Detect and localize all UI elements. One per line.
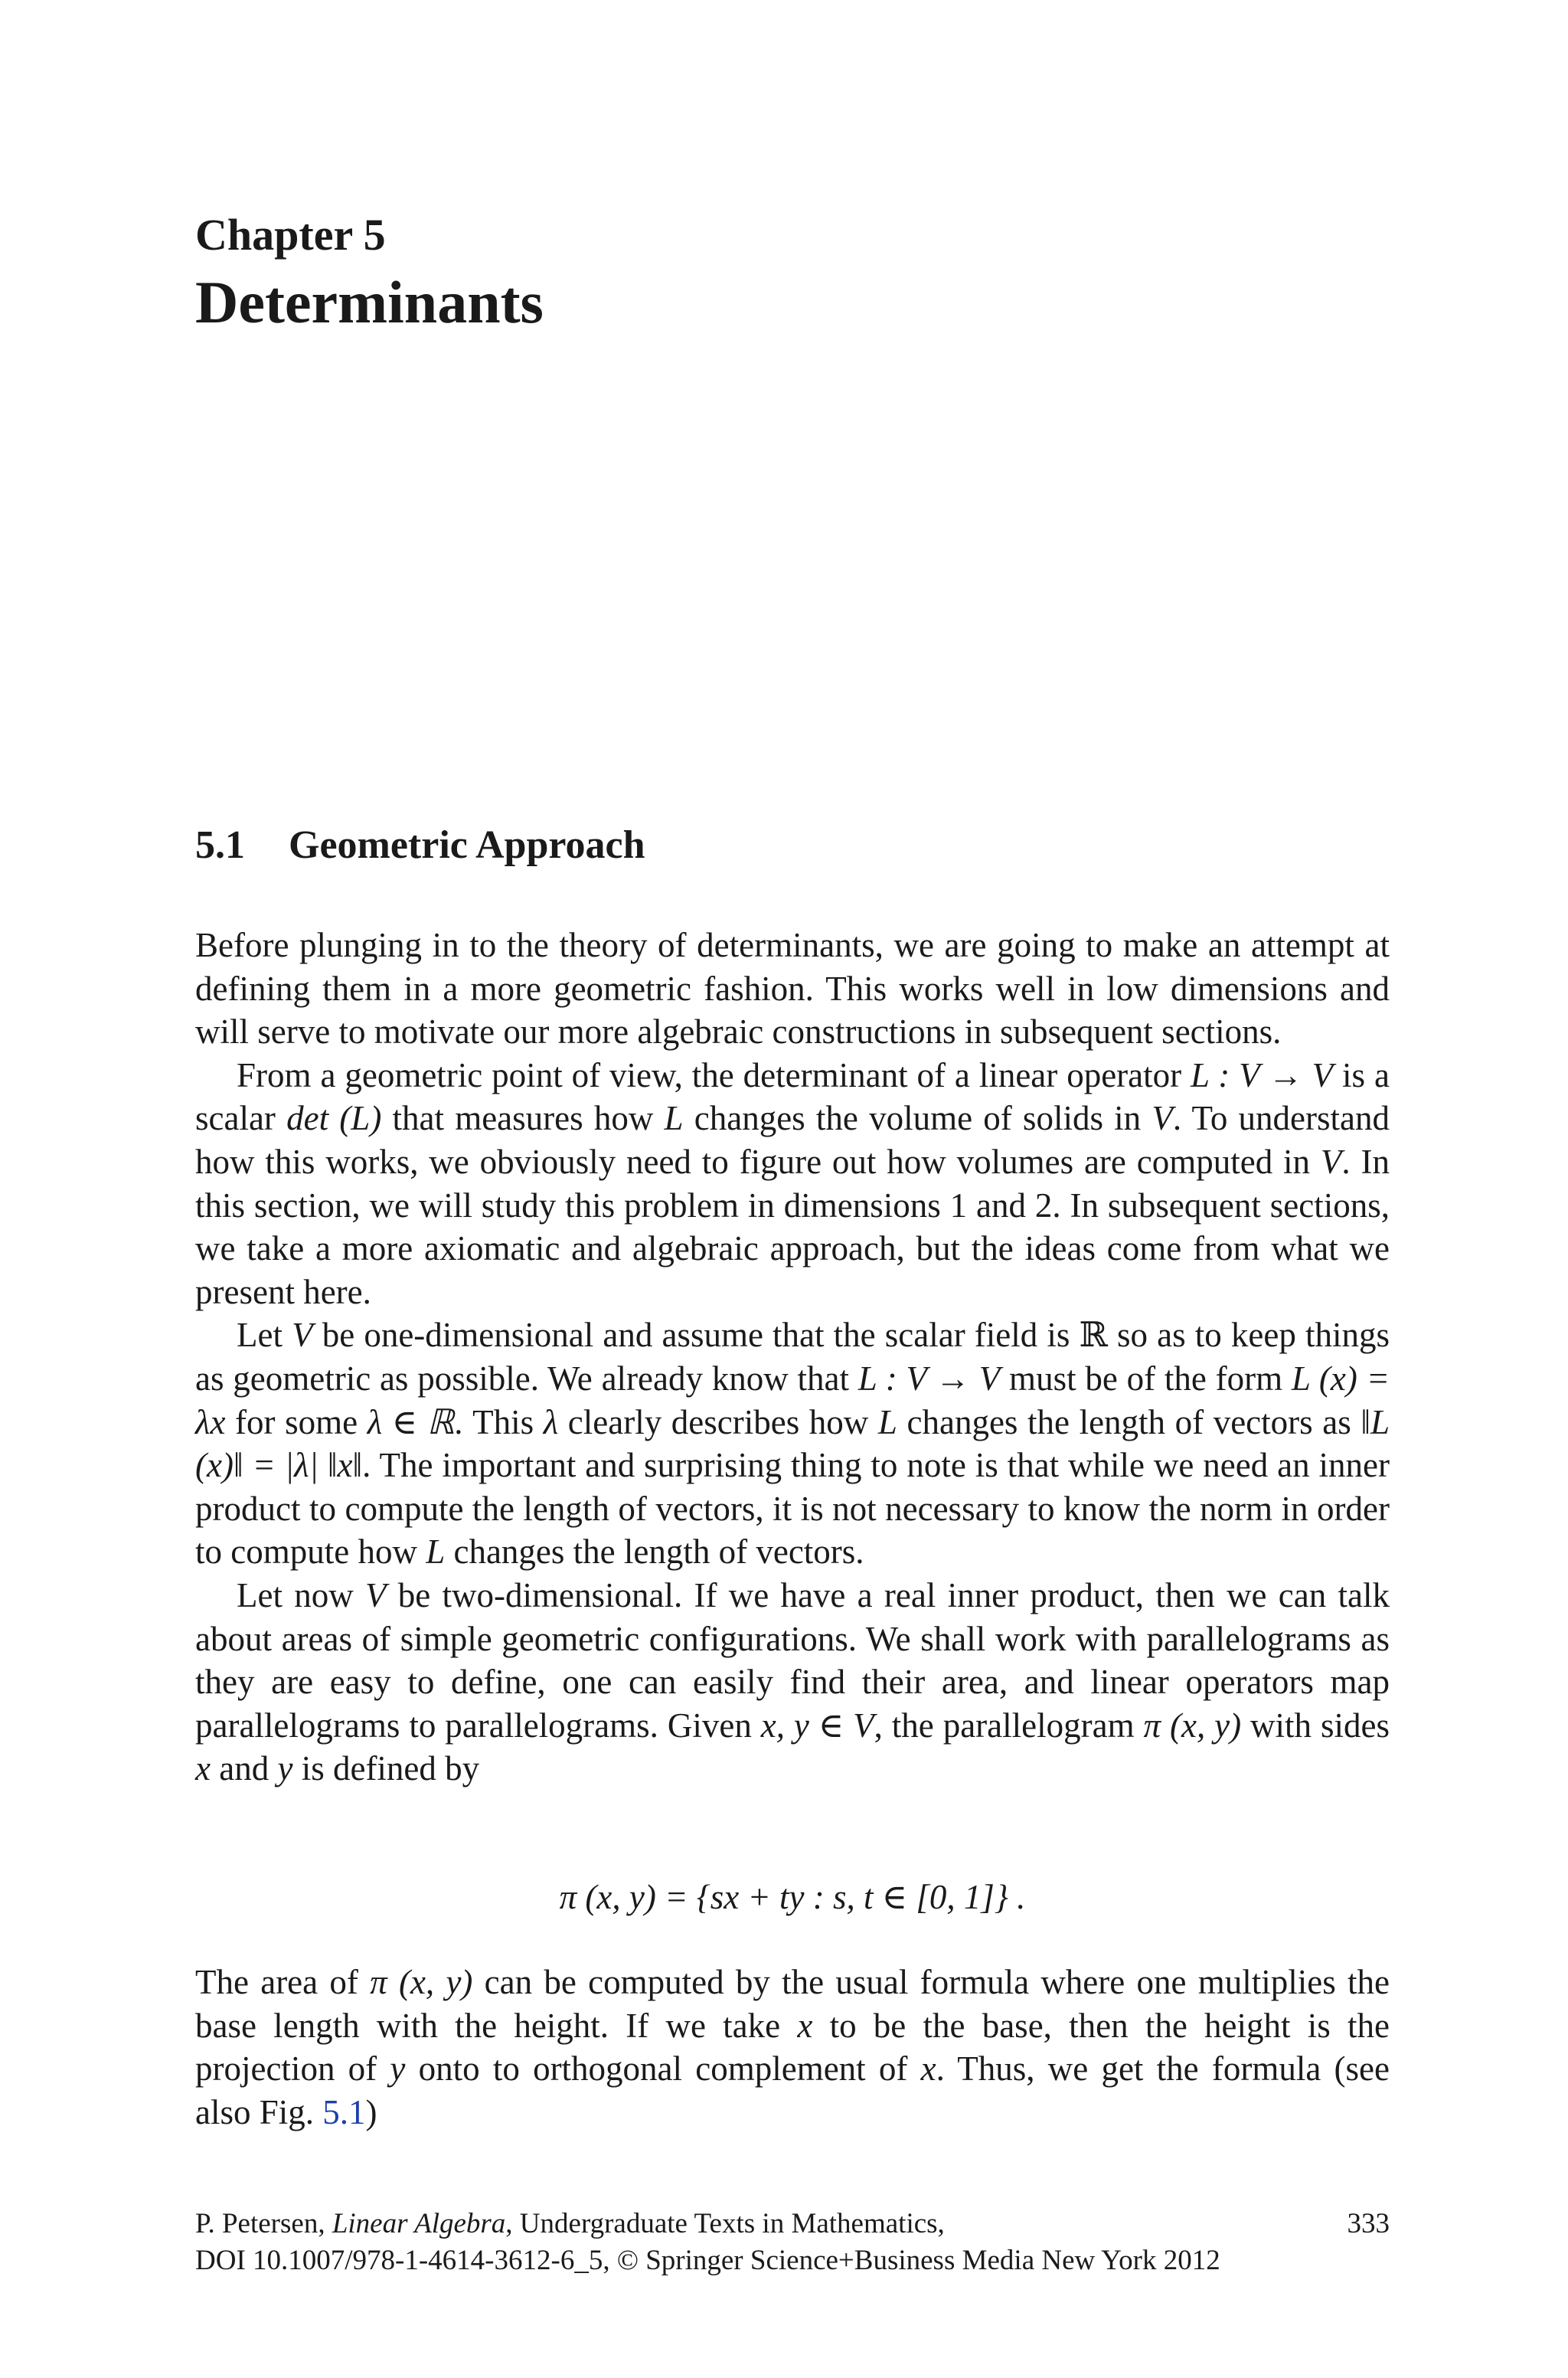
- math-inline: V: [1320, 1142, 1342, 1181]
- citation-book-title: Linear Algebra: [332, 2208, 506, 2239]
- text-run: that measures how: [381, 1099, 665, 1138]
- text-run: . This: [454, 1402, 544, 1441]
- math-inline: λ ∈ ℝ: [367, 1402, 455, 1441]
- citation-author: P. Petersen,: [195, 2208, 332, 2239]
- math-inline: π (x, y): [1143, 1706, 1242, 1745]
- body-text: [195, 924, 1390, 1791]
- paragraph-2: [195, 1054, 1390, 1314]
- text-run: clearly describes how: [558, 1402, 878, 1441]
- math-inline: L: [664, 1099, 684, 1138]
- math-inline: L : V → V: [858, 1359, 1001, 1398]
- text-run: changes the length of vectors.: [445, 1532, 864, 1572]
- figure-reference-link[interactable]: 5.1: [322, 2092, 366, 2131]
- text-run: . To understand how this works, we obviously need to figure out how volumes are computed in: [195, 1099, 1390, 1181]
- math-inline: L: [426, 1532, 446, 1572]
- citation: [195, 2206, 945, 2242]
- display-equation: π (x, y) = {sx + ty : s, t ∈ [0, 1]} .: [559, 1878, 1026, 1916]
- text-run: Let: [237, 1316, 292, 1355]
- text-run: with sides: [1241, 1706, 1390, 1745]
- math-inline: π (x, y): [370, 1963, 473, 2001]
- text-run: . In this section, we will study this problem in dimensions 1 and 2. In subsequent sections, we take a more axiomatic and algebraic approach, but the ideas come from what we present here.: [195, 1142, 1390, 1311]
- text-run: ): [365, 2092, 377, 2131]
- paragraph-4: [195, 1574, 1390, 1791]
- text-run: Let now: [237, 1575, 365, 1614]
- paragraph-1: Before plunging in to the theory of determinants, we are going to make an attempt at defining them in a more geometric fashion. This works well in low dimensions and will serve to motivate our more algebraic constructions in subsequent sections.: [195, 926, 1390, 1052]
- text-run: is a scalar: [195, 1055, 1390, 1138]
- math-inline: L (x) = λx: [195, 1359, 1390, 1441]
- math-inline: L: [877, 1402, 897, 1441]
- math-inline: x: [920, 2049, 936, 2089]
- math-inline: L : V → V: [1191, 1055, 1334, 1094]
- text-run: changes the length of vectors as: [897, 1402, 1361, 1441]
- body-text-continued: [195, 1961, 1390, 2134]
- chapter-label: Chapter 5: [195, 210, 386, 260]
- text-run: onto to orthogonal complement of: [405, 2049, 921, 2089]
- math-inline: x: [195, 1749, 211, 1788]
- math-inline: x: [797, 2006, 813, 2045]
- paragraph-3: [195, 1313, 1390, 1574]
- math-inline: V: [1152, 1099, 1173, 1138]
- text-run: changes the volume of solids in: [683, 1099, 1152, 1138]
- math-inline: V: [292, 1316, 313, 1355]
- text-run: From a geometric point of view, the determinant of a linear operator: [237, 1055, 1191, 1094]
- math-inline: ‖L (x)‖ = |λ| ‖x‖: [195, 1402, 1390, 1485]
- section-heading: [195, 823, 645, 867]
- text-run: The area of: [195, 1963, 371, 2001]
- math-inline: y: [390, 2049, 406, 2089]
- text-run: to be the base, then the height is the projection of: [195, 2006, 1390, 2089]
- page-number: 333: [1347, 2208, 1390, 2239]
- text-run: . Thus, we get the formula (see also Fig.: [195, 2049, 1390, 2131]
- footer-citation: [195, 2206, 1390, 2279]
- text-run: be two-dimensional. If we have a real inner product, then we can talk about areas of simple geometric configurations. We shall work with parallelograms as they are easy to define, one can easily find their area, and linear operators map parallelograms to parallelograms. Given: [195, 1575, 1390, 1745]
- doi-line: DOI 10.1007/978-1-4614-3612-6_5, © Springer Science+Business Media New York 2012: [195, 2245, 1220, 2276]
- math-inline: V: [365, 1575, 387, 1614]
- text-run: for some: [225, 1402, 368, 1441]
- footer-line-1: [195, 2206, 1390, 2242]
- paragraph-5: [195, 1961, 1390, 2134]
- text-run: , the parallelogram: [874, 1706, 1144, 1745]
- text-run: be one-dimensional and assume that the scalar field is ℝ so as to keep things as geometric as possible. We already know that: [195, 1316, 1390, 1398]
- text-run: is defined by: [292, 1749, 480, 1788]
- text-run: . The important and surprising thing to note is that while we need an inner product to compute the length of vectors, it is not necessary to know the norm in order to compute how: [195, 1446, 1390, 1572]
- section-number: 5.1: [195, 823, 245, 867]
- math-inline: x, y ∈ V: [760, 1706, 874, 1745]
- math-inline: det (L): [286, 1099, 382, 1138]
- section-title: Geometric Approach: [289, 823, 645, 867]
- citation-series: , Undergraduate Texts in Mathematics,: [505, 2208, 945, 2239]
- math-inline: λ: [543, 1402, 559, 1441]
- math-inline: y: [277, 1749, 293, 1788]
- text-run: can be computed by the usual formula where one multiplies the base length with the height. If we take: [195, 1963, 1390, 2045]
- chapter-title: Determinants: [195, 269, 544, 335]
- text-run: and: [210, 1749, 278, 1788]
- text-run: must be of the form: [1000, 1359, 1292, 1398]
